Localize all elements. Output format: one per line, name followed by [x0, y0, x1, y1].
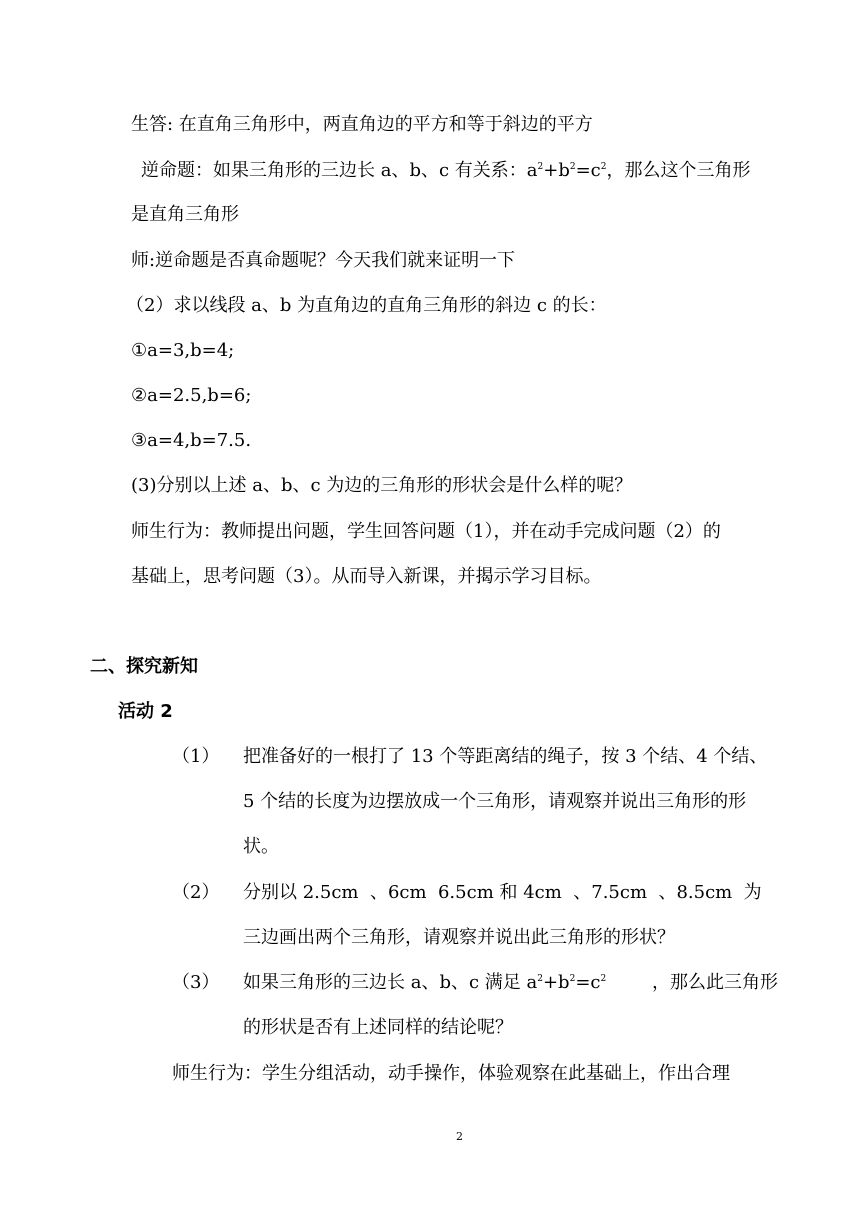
- exponent: 2: [600, 162, 607, 172]
- converse-text: [141, 159, 751, 183]
- behavior-line-3: 师生行为：学生分组活动，动手操作，体验观察在此基础上，作出合理: [172, 1063, 730, 1084]
- exponent: 2: [600, 974, 607, 984]
- converse-part-a: 逆命题：如果三角形的三边长 a、b、c 有关系：a: [141, 160, 538, 181]
- activity-title: 活动 2: [118, 701, 173, 722]
- converse-line: [141, 159, 793, 183]
- step-1-line-3: 状。: [243, 836, 279, 857]
- converse-part-c: =c: [575, 160, 601, 181]
- list-item: ③a=4,b=7.5.: [131, 430, 252, 451]
- converse-end-line: 是直角三角形: [131, 204, 239, 225]
- step-2-line-1: 分别以 2.5cm 、6cm 6.5cm 和 4cm 、7.5cm 、8.5cm 为: [243, 882, 762, 903]
- question-2: （2）求以线段 a、b 为直角边的直角三角形的斜边 c 的长：: [126, 295, 607, 316]
- step-3-part-a: 如果三角形的三边长 a、b、c 满足 a: [243, 972, 538, 993]
- answer-line: 生答: 在直角三角形中，两直角边的平方和等于斜边的平方: [131, 114, 593, 135]
- step-1-line-2: 5 个结的长度为边摆放成一个三角形，请观察并说出三角形的形: [243, 791, 747, 812]
- exponent: 2: [537, 974, 543, 984]
- step-3-part-b: +b: [542, 972, 570, 993]
- converse-part-b: +b: [543, 160, 570, 181]
- behavior-line-2: 基础上，思考问题（3）。从而导入新课，并揭示学习目标。: [131, 566, 602, 587]
- list-item: ②a=2.5,b=6;: [131, 385, 252, 406]
- step-3-part-c: =c: [575, 972, 601, 993]
- step-1-line-1: 把准备好的一根打了 13 个等距离结的绳子，按 3 个结、4 个结、: [243, 746, 768, 767]
- question-3: (3)分别以上述 a、b、c 为边的三角形的形状会是什么样的呢？: [131, 475, 633, 496]
- step-3-line-1: [243, 971, 793, 995]
- step-3-line-2: 的形状是否有上述同样的结论呢？: [243, 1017, 513, 1038]
- step-number: （3）: [172, 972, 220, 993]
- teacher-question: 师:逆命题是否真命题呢？今天我们就来证明一下: [131, 250, 516, 271]
- exponent: 2: [569, 162, 576, 172]
- step-2-line-2: 三边画出两个三角形，请观察并说出此三角形的形状？: [243, 927, 675, 948]
- section-heading: 二、探究新知: [90, 656, 198, 677]
- exponent: 2: [537, 162, 544, 172]
- step-3-part-d: ，那么此三角形: [652, 972, 778, 993]
- behavior-line-1: 师生行为：教师提出问题，学生回答问题（1），并在动手完成问题（2）的: [131, 521, 721, 542]
- exponent: 2: [569, 974, 576, 984]
- step-number: （1）: [172, 746, 220, 767]
- converse-part-d: ，那么这个三角形: [606, 160, 751, 181]
- step-number: （2）: [172, 882, 220, 903]
- list-item: ①a=3,b=4;: [131, 340, 235, 361]
- page-number: 2: [456, 1130, 463, 1143]
